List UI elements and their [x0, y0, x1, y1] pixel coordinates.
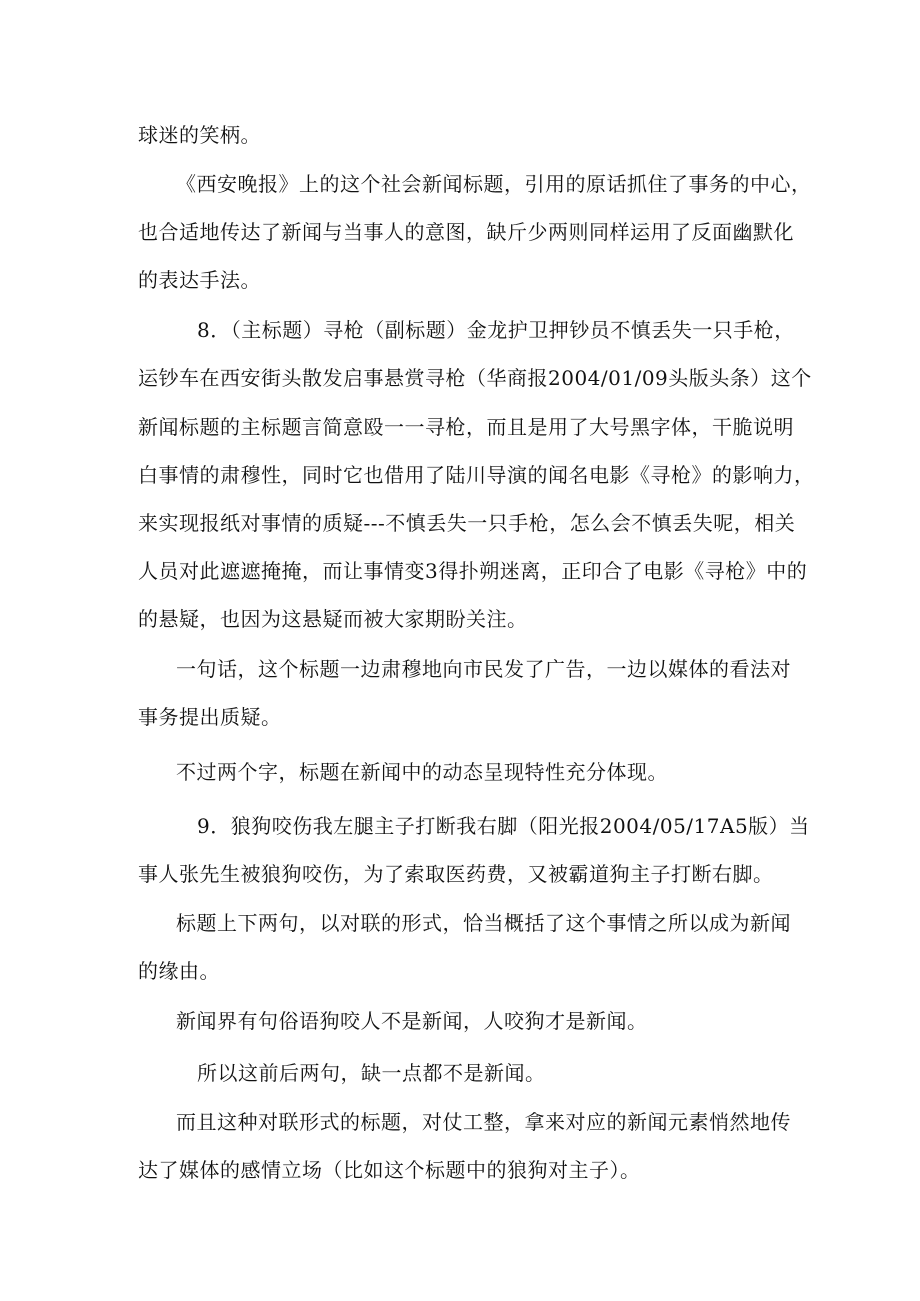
text-line: 人员对此遮遮掩掩，而让事情变3得扑朔迷离，正印合了电影《寻枪》中的: [138, 559, 808, 583]
text-line: 事务提出质疑。: [138, 705, 282, 729]
text-line: 而且这种对联形式的标题，对仗工整，拿来对应的新闻元素悄然地传: [176, 1110, 791, 1134]
text-line: 所以这前后两句，缺一点都不是新闻。: [197, 1061, 546, 1085]
text-line: 《西安晚报》上的这个社会新闻标题，引用的原话抓住了事务的中心，: [176, 172, 812, 196]
text-line: 达了媒体的感情立场（比如这个标题中的狼狗对主子）。: [138, 1158, 641, 1182]
text-line: 新闻标题的主标题言简意殴一一寻枪，而且是用了大号黑字体，干脆说明: [138, 415, 794, 439]
text-line: 的表达手法。: [138, 268, 261, 292]
text-line: 不过两个字，标题在新闻中的动态呈现特性充分体现。: [176, 760, 668, 784]
text-line: 事人张先生被狼狗咬伤，为了索取医药费，又被霸道狗主子打断右脚。: [138, 862, 774, 886]
text-line: 运钞车在西安街头散发启事悬赏寻枪（华商报2004/01/09头版头条）这个: [138, 366, 812, 390]
text-line: 的缘由。: [138, 959, 220, 983]
text-line: 的悬疑，也因为这悬疑而被大家期盼关注。: [138, 607, 528, 631]
text-line: 9．狼狗咬伤我左腿主子打断我右脚（阳光报2004/05/17A5版）当: [197, 814, 810, 838]
text-line: 也合适地传达了新闻与当事人的意图，缺斤少两则同样运用了反面幽默化: [138, 220, 794, 244]
text-line: 一句话，这个标题一边肃穆地向市民发了广告，一边以媒体的看法对: [176, 657, 791, 681]
text-line: 标题上下两句，以对联的形式，恰当概括了这个事情之所以成为新闻: [176, 911, 791, 935]
text-line: 8．（主标题）寻枪（副标题）金龙护卫押钞员不慎丢失一只手枪，: [197, 318, 795, 342]
text-line: 新闻界有句俗语狗咬人不是新闻，人咬狗才是新闻。: [176, 1009, 648, 1033]
text-line: 球迷的笑柄。: [138, 123, 261, 147]
text-line: 白事情的肃穆性，同时它也借用了陆川导演的闻名电影《寻枪》的影响力，: [138, 463, 815, 487]
text-line: 来实现报纸对事情的质疑---不慎丢失一只手枪，怎么会不慎丢失呢，相关: [138, 511, 796, 535]
